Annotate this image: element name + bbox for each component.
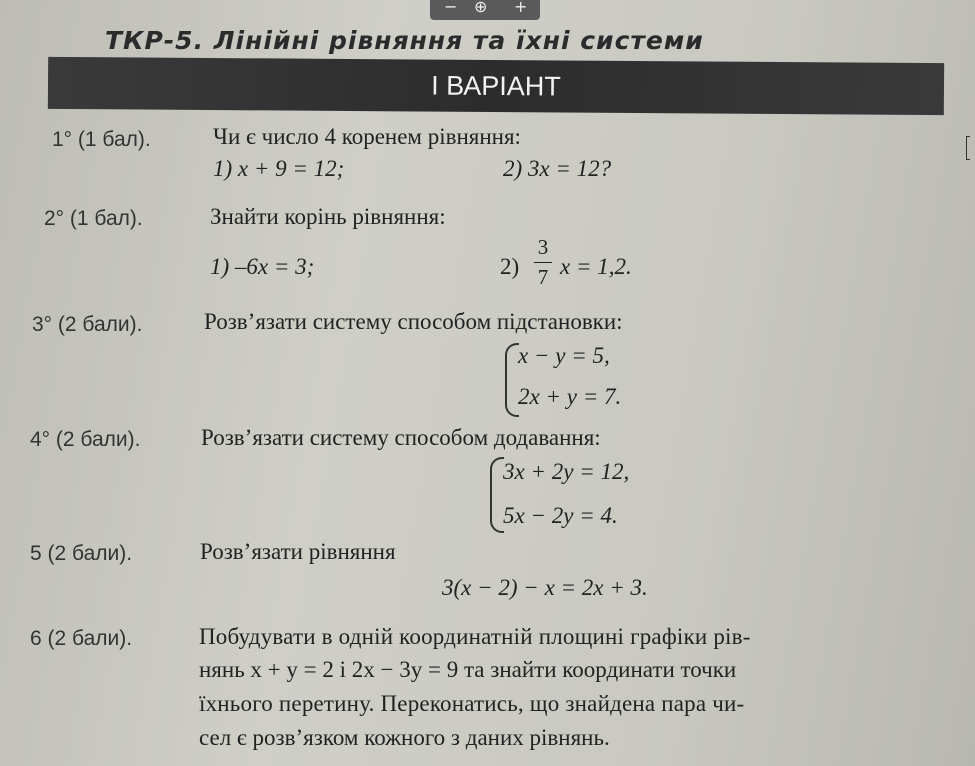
system-brace (490, 457, 504, 533)
task-2-fraction (534, 235, 552, 290)
task-3-text: Розв’язати систему способом підстановки: (204, 309, 623, 334)
task-4-eq-2: 5x − 2y = 4. (503, 503, 618, 528)
task-6-line-4: сел є розв’язком кожного з даних рівнянь. (199, 725, 610, 750)
task-3-eq-2: 2x + y = 7. (518, 384, 622, 409)
variant-header: І ВАРІАНТ (48, 57, 944, 115)
task-5-eq: 3(x − 2) − x = 2x + 3. (442, 575, 648, 600)
task-5-points: 5 (2 бали). (30, 542, 133, 565)
task-2-text: Знайти корінь рівняння: (210, 204, 446, 229)
task-6-points: 6 (2 бали). (30, 627, 133, 650)
task-6-line-3: їхнього перетину. Переконатись, що знайдена пара чи- (199, 691, 745, 716)
text-cursor (966, 136, 970, 160)
task-1-text: Чи є число 4 коренем рівняння: (213, 124, 521, 149)
task-1-eq-b: 2) 3x = 12? (503, 156, 612, 181)
task-2-eq-b: x = 1,2. (560, 254, 632, 279)
task-6-line-1: Побудувати в одній координатній площині графіки рів- (199, 624, 751, 649)
zoom-toolbar (430, 0, 540, 20)
task-5-text: Розв’язати рівняння (200, 539, 396, 564)
fraction-numerator: 3 (537, 235, 549, 259)
fraction-bar (534, 262, 552, 263)
zoom-icon[interactable]: ⊕ (474, 0, 488, 16)
task-6-line-2: нянь x + y = 2 і 2x − 3y = 9 та знайти координати точки (199, 657, 737, 682)
task-2-points: 2° (1 бал). (44, 207, 143, 230)
task-3-eq-1: x − y = 5, (518, 343, 610, 368)
task-1-eq-a: 1) x + 9 = 12; (213, 156, 345, 181)
fraction-denominator: 7 (537, 265, 549, 289)
task-1-points: 1° (1 бал). (52, 128, 151, 151)
task-2-eq-a: 1) –6x = 3; (210, 254, 315, 279)
task-3-points: 3° (2 бали). (32, 313, 143, 336)
system-brace (505, 343, 519, 417)
zoom-out-button[interactable]: − (444, 0, 458, 16)
zoom-in-button[interactable]: + (514, 0, 528, 16)
task-2-eq-b-label: 2) (500, 254, 520, 279)
task-4-points: 4° (2 бали). (30, 428, 141, 451)
task-4-eq-1: 3x + 2y = 12, (503, 459, 630, 484)
page-title: ТКР-5. Лінійні рівняння та їхні системи (105, 26, 704, 55)
task-4-text: Розв’язати систему способом додавання: (201, 425, 601, 450)
